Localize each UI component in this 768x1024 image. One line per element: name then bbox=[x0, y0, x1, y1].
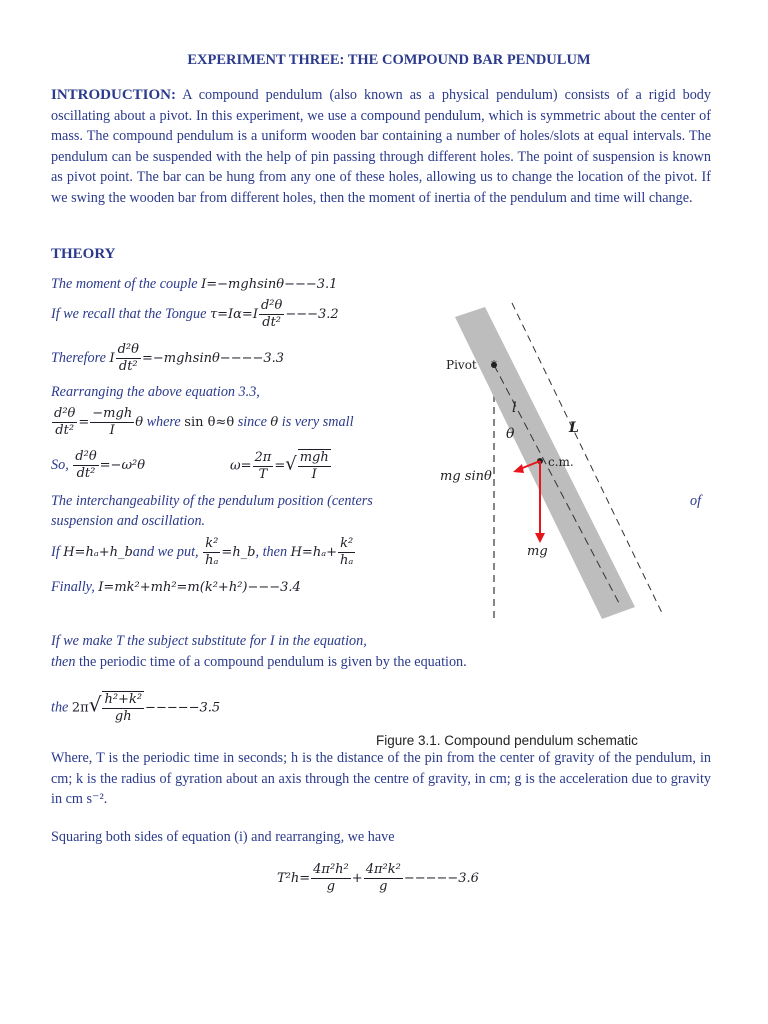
numerator: d²θ bbox=[117, 342, 139, 357]
fraction bbox=[203, 536, 220, 569]
small-angle-condition: sin θ≈θ bbox=[184, 414, 235, 430]
the-word: the bbox=[51, 699, 69, 716]
denominator: g bbox=[326, 879, 336, 894]
denominator: hₐ bbox=[205, 553, 219, 568]
omega-equation-line bbox=[51, 449, 145, 482]
theta-symbol: θ bbox=[135, 414, 144, 430]
numerator: d²θ bbox=[54, 406, 76, 421]
equation-3-5-line bbox=[51, 691, 220, 725]
equation-3-4: I=mk²+mh²=m(k²+h²)−−−3.4 bbox=[98, 580, 301, 595]
figure-caption: Figure 3.1. Compound pendulum schematic bbox=[376, 733, 638, 748]
equation-3-3-lhs: I bbox=[109, 350, 115, 366]
denominator: dt² bbox=[76, 466, 96, 481]
denominator: I bbox=[311, 467, 317, 482]
of-word: of bbox=[690, 493, 702, 509]
line-text: The moment of the couple bbox=[51, 276, 198, 292]
interchangeability-line: The interchangeability of the pendulum position (centers bbox=[51, 493, 373, 509]
equation-tail: −−−−−3.5 bbox=[145, 700, 221, 716]
numerator: d²θ bbox=[75, 449, 97, 464]
h-definition-line bbox=[51, 536, 356, 569]
fraction bbox=[116, 342, 141, 375]
numerator: d²θ bbox=[260, 298, 283, 313]
where-word: where bbox=[146, 413, 181, 430]
denominator: gh bbox=[114, 709, 132, 724]
pivot-star-icon: * bbox=[491, 358, 497, 372]
and-we-put: and we put, bbox=[132, 543, 199, 560]
pendulum-figure bbox=[430, 295, 730, 625]
rearranged-equation-line bbox=[51, 406, 354, 439]
line-text: Therefore bbox=[51, 349, 106, 366]
fraction bbox=[73, 449, 98, 482]
page-title: EXPERIMENT THREE: THE COMPOUND BAR PENDULUM bbox=[187, 52, 591, 68]
equals-sign: = bbox=[274, 458, 286, 474]
denominator: I bbox=[109, 423, 115, 438]
numerator: −mgh bbox=[92, 406, 133, 421]
so-word: So, bbox=[51, 456, 69, 473]
introduction-paragraph bbox=[51, 85, 711, 208]
where-paragraph: Where, T is the periodic time in seconds; h is the distance of the pin from the center of gravity of the pendulum, in cm; k is the radius of gyration about an axis through the centre of gravity, in cm; g is the acceleration due to gravity in cm s⁻². bbox=[51, 750, 711, 807]
fraction bbox=[253, 450, 274, 483]
equation-3-4-line bbox=[51, 577, 301, 598]
denominator: dt² bbox=[55, 423, 75, 438]
numerator: k² bbox=[203, 536, 220, 553]
plus-sign: + bbox=[351, 870, 363, 886]
theta-label: θ bbox=[506, 426, 515, 442]
sqrt-sign: √ bbox=[285, 453, 297, 475]
theta-symbol: θ bbox=[270, 414, 279, 430]
since-word: since bbox=[237, 413, 267, 430]
periodic-time-text: the periodic time of a compound pendulum is given by the equation. bbox=[78, 654, 467, 670]
fraction bbox=[311, 862, 351, 895]
equation-3-1: I=−mghsinθ−−−3.1 bbox=[201, 277, 338, 292]
equation-3-3-tail: =−mghsinθ−−−−3.3 bbox=[141, 350, 285, 366]
squaring-line: Squaring both sides of equation (i) and rearranging, we have bbox=[51, 829, 395, 845]
mg-arrow-head bbox=[535, 533, 545, 543]
cm-label: c.m. bbox=[548, 455, 574, 469]
tangential-arrow-head bbox=[513, 464, 524, 473]
h-equation: H=hₐ+ bbox=[290, 544, 337, 560]
mg-sin-label: mg sinθ bbox=[440, 469, 492, 484]
if-word: If bbox=[51, 543, 60, 560]
denominator: dt² bbox=[118, 359, 138, 374]
numerator: 4π²h² bbox=[313, 862, 349, 877]
very-small-text: is very small bbox=[281, 413, 354, 430]
omega-lhs: ω= bbox=[230, 458, 252, 474]
equation-lhs: T²h= bbox=[277, 870, 311, 886]
denominator: hₐ bbox=[339, 553, 354, 568]
equation-tail: −−−−−3.6 bbox=[403, 870, 479, 886]
then-word: then bbox=[51, 654, 76, 670]
equation-3-6 bbox=[277, 862, 479, 895]
equation-tail: =h_b bbox=[221, 544, 256, 560]
fraction bbox=[298, 449, 331, 483]
line-text: If we recall that the Tongue bbox=[51, 305, 207, 322]
fraction bbox=[364, 862, 403, 895]
numerator: h²+k² bbox=[104, 692, 143, 707]
numerator: 2π bbox=[254, 449, 272, 465]
equals-sign: = bbox=[78, 414, 90, 430]
equation-3-2-lhs: τ=Iα=I bbox=[209, 306, 258, 322]
theory-heading: THEORY bbox=[51, 246, 116, 262]
intro-text: A compound pendulum (also known as a physical pendulum) consists of a rigid body oscillating about a pivot. In this experiment, we use a compound pendulum, which is symmetric about the center of mass. The compound pendulum is a uniform wooden bar containing a number of holes/slots at equal intervals. The pendulum can be suspended with the help of pin passing through different holes. The point of suspension is known as pivot point. The bar can be hung from any one of these holes, allowing us to change the location of the pivot. If we swing the wooden bar from different holes, then the moment of inertia of the pendulum and time will change. bbox=[51, 87, 711, 206]
two-pi: 2π bbox=[71, 700, 89, 716]
numerator: mgh bbox=[299, 450, 329, 465]
denominator: g bbox=[379, 879, 388, 894]
numerator: 4π²k² bbox=[365, 862, 401, 877]
fraction bbox=[52, 406, 77, 439]
h-equation: H=hₐ+h_b bbox=[63, 544, 133, 560]
mg-label: mg bbox=[527, 544, 548, 559]
intro-label: INTRODUCTION: bbox=[51, 87, 177, 103]
sqrt-sign: √ bbox=[88, 692, 102, 717]
fraction bbox=[102, 691, 144, 725]
suspension-line: suspension and oscillation. bbox=[51, 513, 206, 529]
pivot-label: Pivot bbox=[446, 358, 477, 372]
denominator: dt² bbox=[262, 315, 282, 330]
omega-definition bbox=[230, 449, 332, 483]
equation-3-3-line bbox=[51, 342, 284, 375]
fraction bbox=[90, 406, 134, 439]
l-label: l bbox=[512, 400, 517, 416]
subject-line: If we make T the subject substitute for I in the equation, bbox=[51, 633, 367, 649]
fraction bbox=[338, 536, 355, 569]
L-label: L bbox=[569, 420, 579, 436]
numerator: k² bbox=[338, 536, 355, 553]
equation-3-2-line bbox=[51, 298, 339, 331]
equation-tail: =−ω²θ bbox=[99, 457, 146, 473]
periodic-time-line bbox=[51, 652, 467, 672]
finally-word: Finally, bbox=[51, 579, 95, 595]
denominator: T bbox=[258, 466, 268, 482]
equation-3-1-line bbox=[51, 274, 337, 295]
rearranging-line: Rearranging the above equation 3.3, bbox=[51, 384, 260, 400]
fraction bbox=[259, 298, 284, 331]
then-word: , then bbox=[255, 543, 288, 560]
equation-3-2-tail: −−−3.2 bbox=[285, 306, 339, 322]
